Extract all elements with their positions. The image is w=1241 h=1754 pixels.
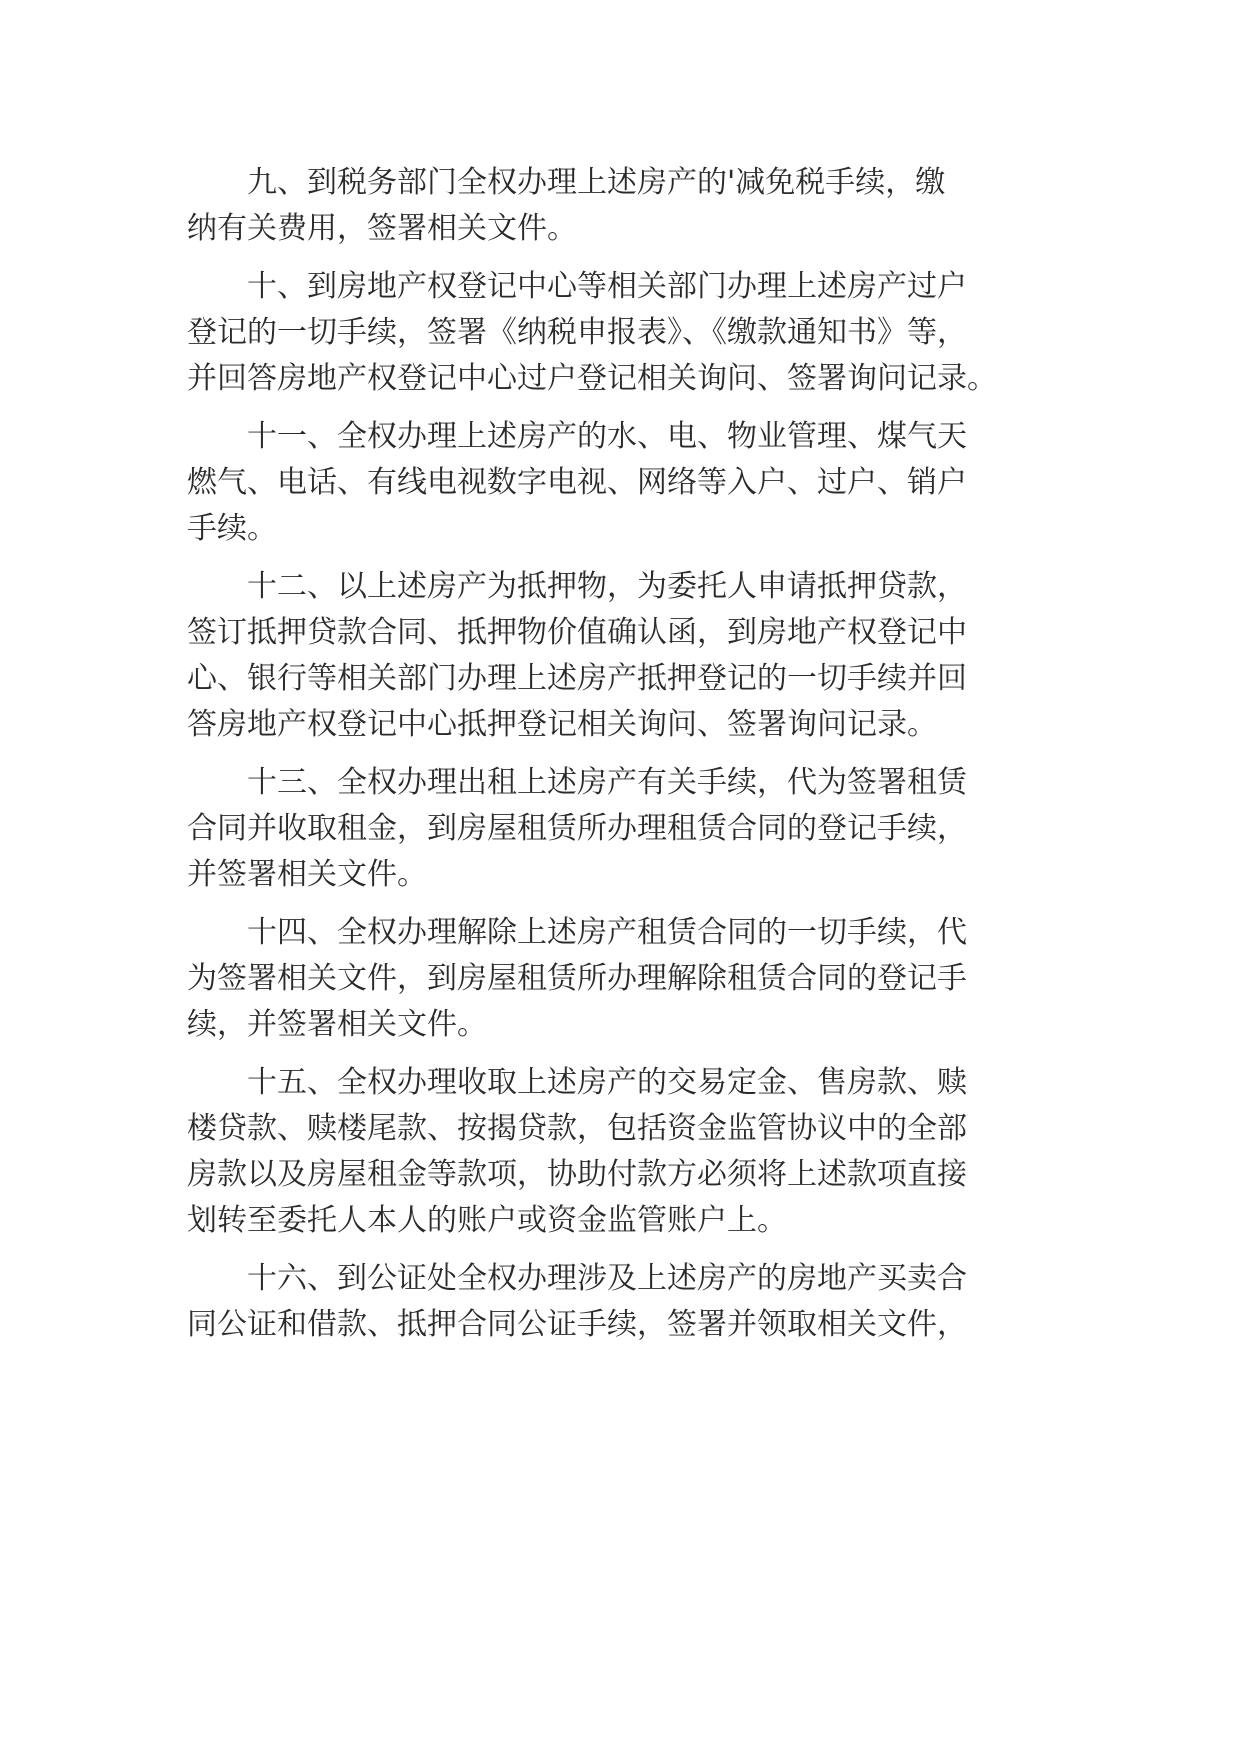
paragraph-line: 登记的一切手续，签署《纳税申报表》、《缴款通知书》等， <box>187 315 967 350</box>
paragraph-line: 签订抵押贷款合同、抵押物价值确认函，到房地产权登记中 <box>187 615 967 650</box>
paragraph-line: 十二、以上述房产为抵押物，为委托人申请抵押贷款， <box>247 569 967 604</box>
paragraph-line: 燃气、电话、有线电视数字电视、网络等入户、过户、销户 <box>187 465 967 500</box>
paragraph-line: 划转至委托人本人的账户或资金监管账户上。 <box>187 1203 787 1238</box>
paragraph-14 <box>187 910 1057 1048</box>
paragraph-9 <box>187 160 1057 252</box>
document-body <box>187 160 1057 1348</box>
paragraph-15 <box>187 1060 1057 1244</box>
paragraph-line: 续，并签署相关文件。 <box>187 1007 487 1042</box>
paragraph-13 <box>187 760 1057 898</box>
paragraph-line: 纳有关费用，签署相关文件。 <box>187 211 577 246</box>
paragraph-line: 心、银行等相关部门办理上述房产抵押登记的一切手续并回 <box>187 661 967 696</box>
paragraph-line: 答房地产权登记中心抵押登记相关询问、签署询问记录。 <box>187 707 937 742</box>
paragraph-16 <box>187 1256 1057 1348</box>
paragraph-line: 合同并收取租金，到房屋租赁所办理租赁合同的登记手续， <box>187 811 967 846</box>
paragraph-line: 十三、全权办理出租上述房产有关手续，代为签署租赁 <box>247 765 967 800</box>
paragraph-10 <box>187 264 1057 402</box>
paragraph-line: 十、到房地产权登记中心等相关部门办理上述房产过户 <box>247 269 967 304</box>
paragraph-11 <box>187 414 1057 552</box>
paragraph-line: 手续。 <box>187 511 277 546</box>
paragraph-line: 十四、全权办理解除上述房产租赁合同的一切手续，代 <box>247 915 967 950</box>
paragraph-line: 为签署相关文件，到房屋租赁所办理解除租赁合同的登记手 <box>187 961 967 996</box>
paragraph-line: 房款以及房屋租金等款项，协助付款方必须将上述款项直接 <box>187 1157 967 1192</box>
paragraph-line: 楼贷款、赎楼尾款、按揭贷款，包括资金监管协议中的全部 <box>187 1111 967 1146</box>
paragraph-12 <box>187 564 1057 748</box>
paragraph-line: 十五、全权办理收取上述房产的交易定金、售房款、赎 <box>247 1065 967 1100</box>
paragraph-line: 并签署相关文件。 <box>187 857 427 892</box>
paragraph-line: 九、到税务部门全权办理上述房产的'减免税手续，缴 <box>247 165 946 200</box>
paragraph-line: 同公证和借款、抵押合同公证手续，签署并领取相关文件， <box>187 1307 967 1342</box>
paragraph-line: 并回答房地产权登记中心过户登记相关询问、签署询问记录。 <box>187 361 997 396</box>
paragraph-line: 十六、到公证处全权办理涉及上述房产的房地产买卖合 <box>247 1261 967 1296</box>
paragraph-line: 十一、全权办理上述房产的水、电、物业管理、煤气天 <box>247 419 967 454</box>
